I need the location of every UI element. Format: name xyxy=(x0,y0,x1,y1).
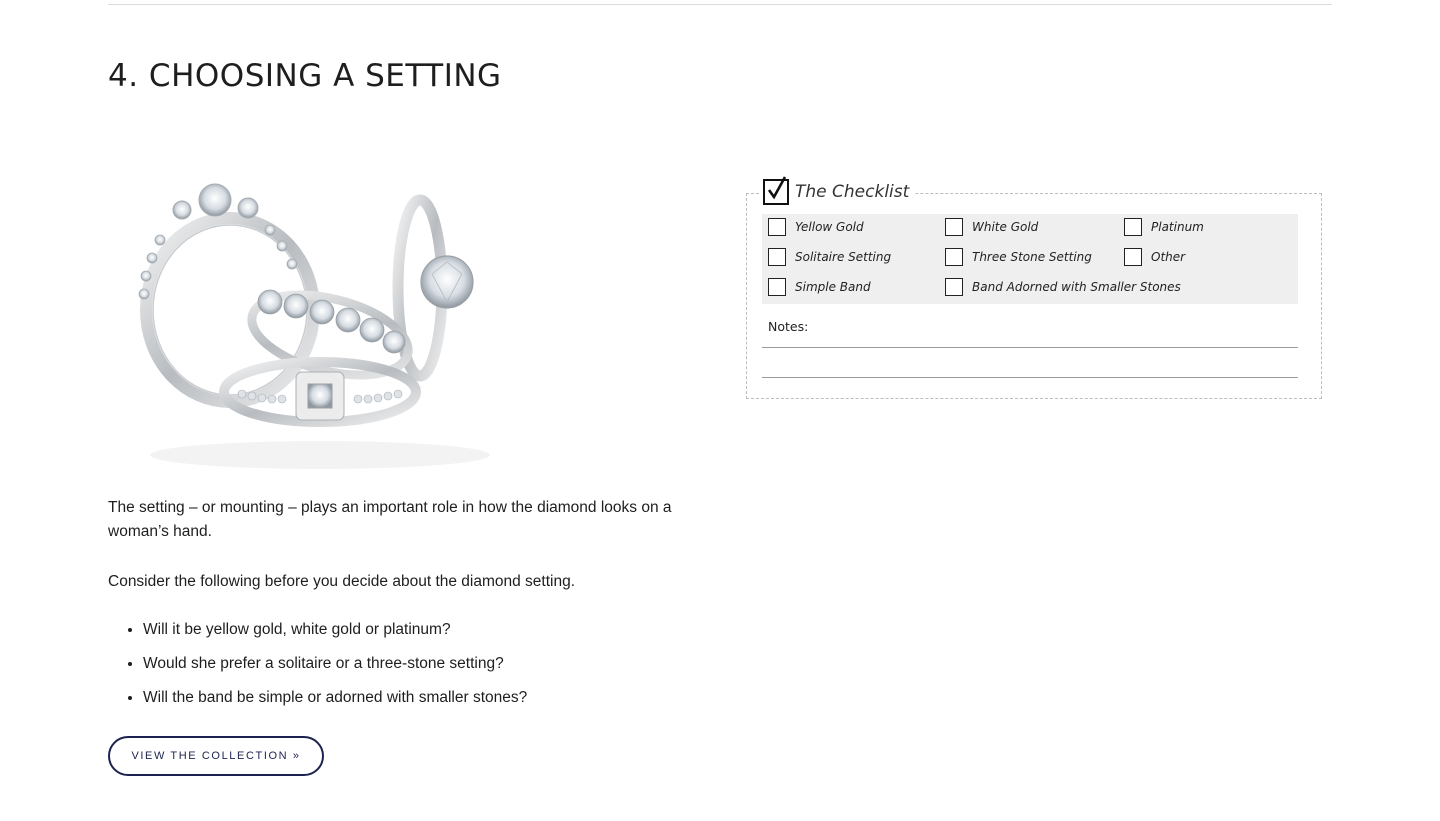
option-white-gold[interactable] xyxy=(945,218,1038,236)
option-band-adorned[interactable] xyxy=(945,278,1181,296)
list-item: • Will it be yellow gold, white gold or platinum? xyxy=(143,618,527,642)
consider-paragraph: Consider the following before you decide about the diamond setting. xyxy=(108,573,576,590)
notes-line[interactable] xyxy=(762,347,1298,348)
checklist-header xyxy=(761,177,915,207)
view-collection-button[interactable]: VIEW THE COLLECTION » xyxy=(108,736,324,776)
option-three-stone-setting[interactable] xyxy=(945,248,1092,266)
checkbox[interactable] xyxy=(768,278,786,296)
option-yellow-gold[interactable] xyxy=(768,218,864,236)
option-label: Band Adorned with Smaller Stones xyxy=(972,280,1181,294)
section-title: 4. CHOOSING A SETTING xyxy=(108,58,502,94)
checkbox[interactable] xyxy=(768,248,786,266)
checkbox[interactable] xyxy=(945,248,963,266)
notes-label: Notes: xyxy=(768,319,809,334)
option-label: Three Stone Setting xyxy=(972,250,1092,264)
option-other[interactable] xyxy=(1124,248,1185,266)
checklist-options xyxy=(762,214,1298,304)
checkbox[interactable] xyxy=(945,278,963,296)
rings-image xyxy=(120,170,520,480)
top-divider xyxy=(108,4,1332,5)
intro-paragraph: The setting – or mounting – plays an important role in how the diamond looks on a woman’s hand. xyxy=(108,499,672,540)
option-label: Simple Band xyxy=(795,280,871,294)
option-label: Other xyxy=(1151,250,1186,264)
list-item: • Will the band be simple or adorned with smaller stones? xyxy=(143,686,527,710)
checklist-panel xyxy=(746,182,1322,399)
checkbox[interactable] xyxy=(1124,218,1142,236)
list-item: • Would she prefer a solitaire or a three-stone setting? xyxy=(143,652,527,676)
option-label: Platinum xyxy=(1151,220,1204,234)
option-label: Yellow Gold xyxy=(795,220,864,234)
checkmark-icon xyxy=(763,179,789,205)
questions-list xyxy=(108,618,527,720)
checkbox[interactable] xyxy=(1124,248,1142,266)
checklist-title: The Checklist xyxy=(795,182,910,202)
option-platinum[interactable] xyxy=(1124,218,1204,236)
option-label: White Gold xyxy=(972,220,1039,234)
checkbox[interactable] xyxy=(768,218,786,236)
notes-line[interactable] xyxy=(762,377,1298,378)
option-solitaire-setting[interactable] xyxy=(768,248,891,266)
option-simple-band[interactable] xyxy=(768,278,871,296)
option-label: Solitaire Setting xyxy=(795,250,892,264)
checkbox[interactable] xyxy=(945,218,963,236)
